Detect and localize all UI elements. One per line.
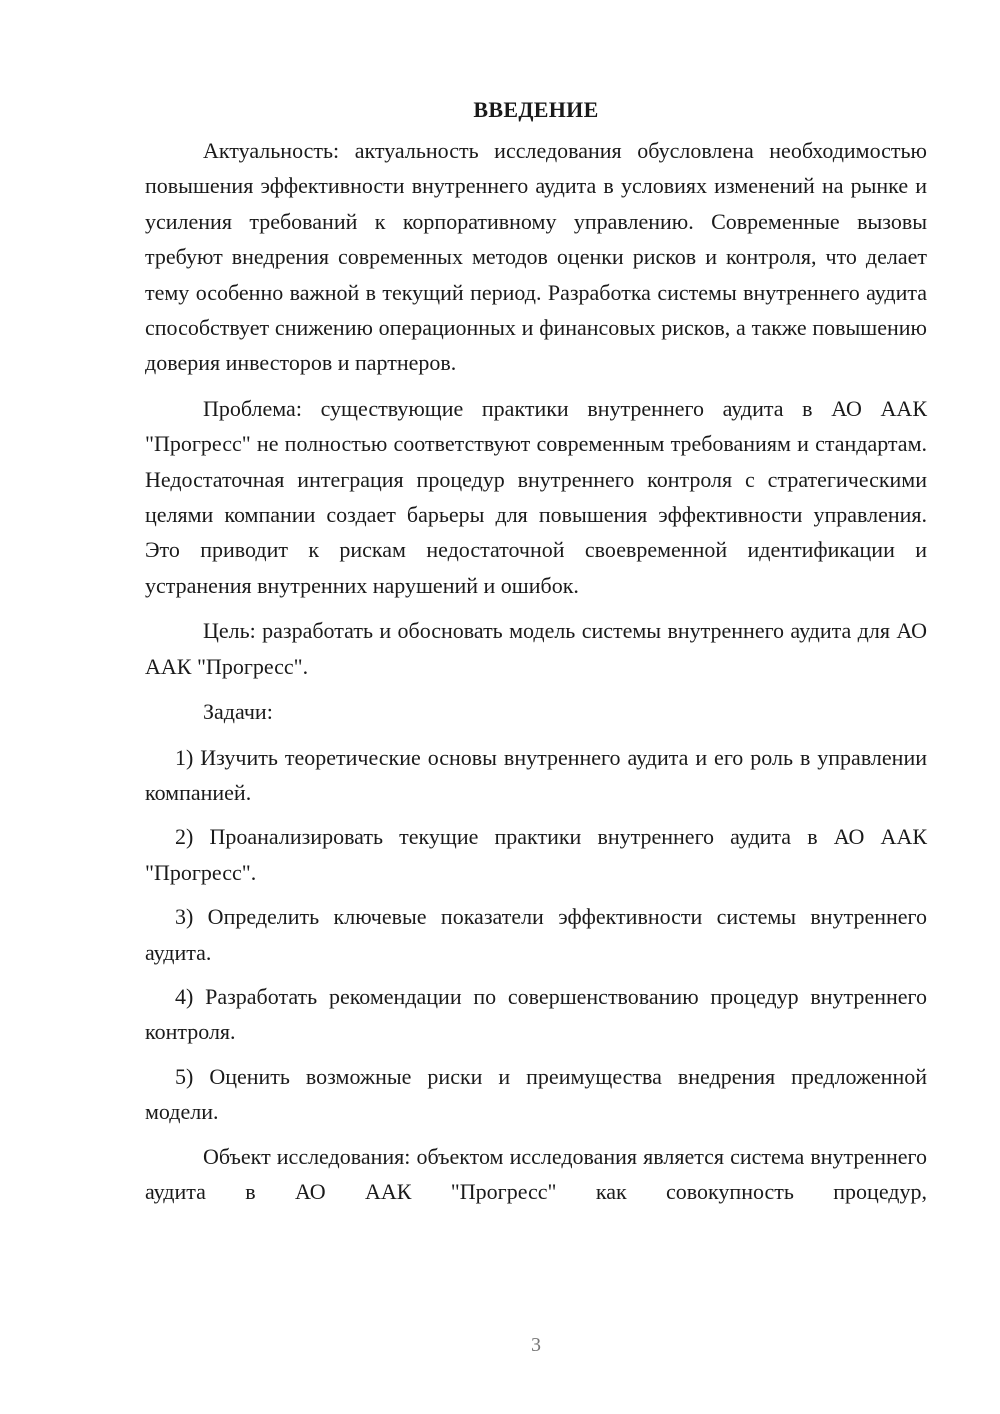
task-item-3: 3) Определить ключевые показатели эффективности системы внутреннего аудита. xyxy=(145,904,927,965)
object-paragraph: Объект исследования: объектом исследования является система внутреннего аудита в АО ААК "Прогресс" как совокупность процедур, xyxy=(145,1143,927,1204)
task-item-2: 2) Проанализировать текущие практики внутреннего аудита в АО ААК "Прогресс". xyxy=(145,824,927,885)
task-item-5: 5) Оценить возможные риски и преимущества внедрения предложенной модели. xyxy=(145,1063,927,1125)
document-page xyxy=(145,95,927,1219)
relevance-paragraph: Актуальность: актуальность исследования обусловлена необходимостью повышения эффективности внутреннего аудита в условиях изменений на рынке и усиления требований к корпоративному управлению. Современные вызовы требуют внедрения современных методов оценки рисков и контроля, что делает тему особенно важной в текущий период. Разработка системы внутреннего аудита способствует снижению операционных и финансовых рисков, а также повышению доверия инвесторов и партнеров. xyxy=(145,138,927,376)
tasks-list xyxy=(145,740,927,1130)
page-number: 3 xyxy=(531,1334,541,1356)
task-item-4: 4) Разработать рекомендации по совершенствованию процедур внутреннего контроля. xyxy=(145,983,927,1045)
goal-paragraph: Цель: разработать и обосновать модель системы внутреннего аудита для АО ААК "Прогресс". xyxy=(145,618,927,679)
problem-paragraph: Проблема: существующие практики внутреннего аудита в АО ААК "Прогресс" не полностью соответствуют современным требованиям и стандартам. Недостаточная интеграция процедур внутреннего контроля с стратегическими целями компании создает барьеры для повышения эффективности управления. Это приводит к рискам недостаточной своевременной идентификации и устранения внутренних нарушений и ошибок. xyxy=(145,395,927,598)
task-item-1: 1) Изучить теоретические основы внутреннего аудита и его роль в управлении компанией. xyxy=(145,744,927,805)
page-title: ВВЕДЕНИЕ xyxy=(473,97,599,122)
tasks-heading: Задачи: xyxy=(203,699,273,725)
